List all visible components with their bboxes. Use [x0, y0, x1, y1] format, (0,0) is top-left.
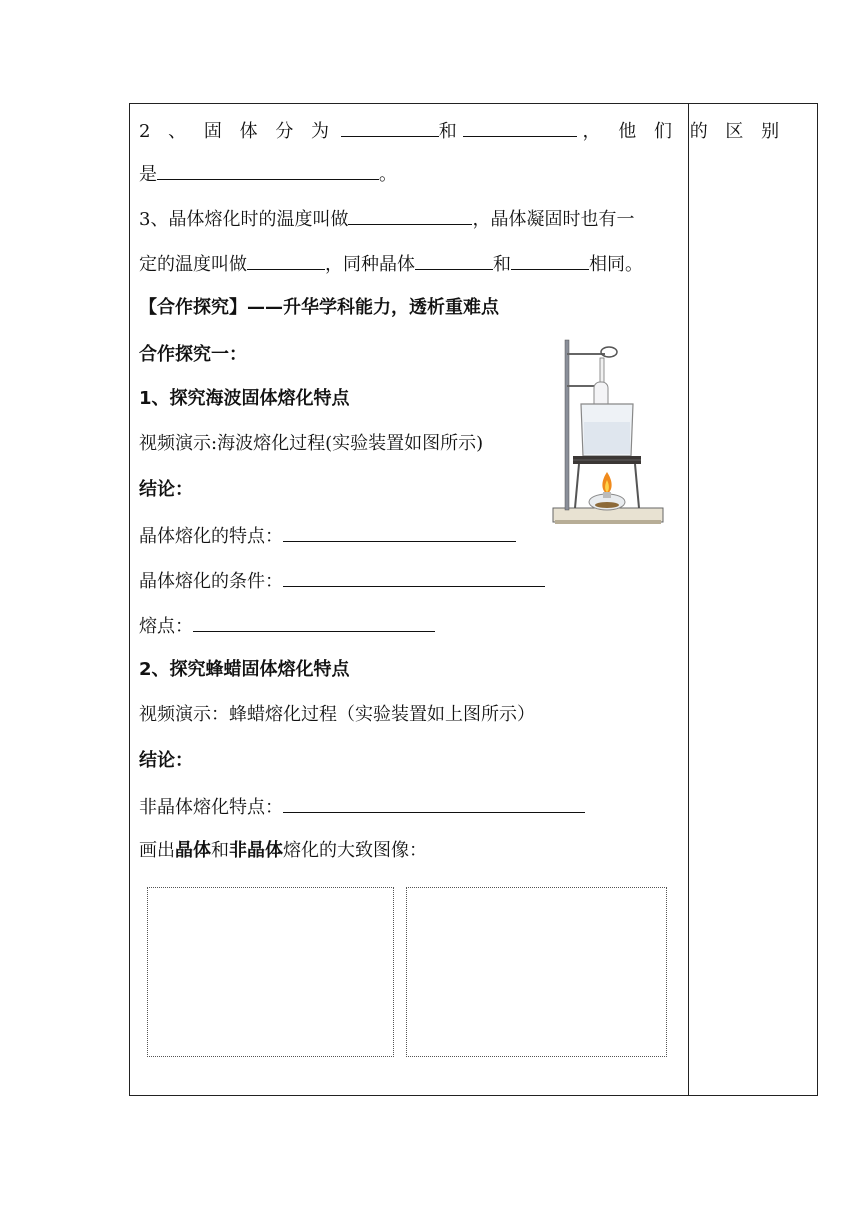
q2-blank-3[interactable]: [157, 161, 379, 180]
topic1-melting-row: [139, 613, 435, 639]
draw-text-1: 画出: [139, 840, 175, 861]
q3-line2-end: 相同。: [589, 254, 643, 275]
topic1-condition-row: [139, 568, 545, 594]
draw-text-2: 和: [211, 840, 229, 861]
draw-instruction: [139, 839, 427, 863]
noncrystal-graph-box[interactable]: [406, 887, 667, 1057]
topic1-video: 视频演示:海波熔化过程(实验装置如图所示): [139, 433, 484, 454]
q3-line1: [139, 206, 634, 232]
q3-blank-4[interactable]: [511, 251, 589, 270]
topic1-title: 1、探究海波固体熔化特点: [139, 388, 350, 409]
topic1-feature-blank[interactable]: [283, 523, 516, 542]
inquiry-one-label: 合作探究一：: [139, 344, 247, 365]
q2-line1: [139, 118, 785, 144]
q2-line2-end: 。: [379, 164, 397, 185]
topic1-condition-label: 晶体熔化的条件：: [139, 571, 283, 592]
topic1-condition-blank[interactable]: [283, 568, 545, 587]
topic1-feature-label: 晶体熔化的特点：: [139, 526, 283, 547]
topic2-video: 视频演示：蜂蜡熔化过程（实验装置如上图所示）: [139, 704, 535, 725]
q2-line2: [139, 161, 397, 187]
q2-suffix: ， 他 们 的 区 别: [582, 121, 786, 142]
topic2-title: 2、探究蜂蜡固体熔化特点: [139, 659, 350, 680]
q3-line1-suffix: ，晶体凝固时也有一: [472, 209, 635, 230]
topic1-conclusion: 结论：: [139, 479, 193, 500]
topic2-conclusion: 结论：: [139, 750, 193, 771]
q2-and: 和: [438, 121, 457, 142]
melting-apparatus-illustration: [547, 330, 667, 535]
draw-bold-noncrystal: 非晶体: [229, 840, 283, 861]
topic1-melting-blank[interactable]: [193, 613, 435, 632]
q3-line1-prefix: 3、晶体熔化时的温度叫做: [139, 209, 349, 230]
q3-line2-mid2: 和: [493, 254, 511, 275]
topic2-feature-label: 非晶体熔化特点：: [139, 797, 283, 818]
q3-blank-1[interactable]: [348, 206, 472, 225]
topic1-melting-label: 熔点：: [139, 616, 193, 637]
q3-line2-prefix: 定的温度叫做: [139, 254, 247, 275]
q3-blank-2[interactable]: [247, 251, 325, 270]
q2-blank-1[interactable]: [341, 118, 439, 137]
crystal-graph-box[interactable]: [147, 887, 394, 1057]
draw-bold-crystal: 晶体: [175, 840, 211, 861]
q3-line2-mid1: ，同种晶体: [325, 254, 415, 275]
q2-blank-2[interactable]: [463, 118, 577, 137]
topic2-feature-blank[interactable]: [283, 794, 585, 813]
q3-blank-3[interactable]: [415, 251, 493, 270]
q2-line2-prefix: 是: [139, 164, 157, 185]
topic1-feature-row: [139, 523, 516, 549]
draw-text-3: 熔化的大致图像：: [283, 840, 427, 861]
section-heading: 【合作探究】——升华学科能力，透析重难点: [139, 297, 499, 318]
q3-line2: [139, 251, 643, 277]
column-divider: [688, 103, 689, 1096]
topic2-feature-row: [139, 794, 585, 820]
q2-prefix: 2 、 固 体 分 为: [139, 121, 336, 142]
